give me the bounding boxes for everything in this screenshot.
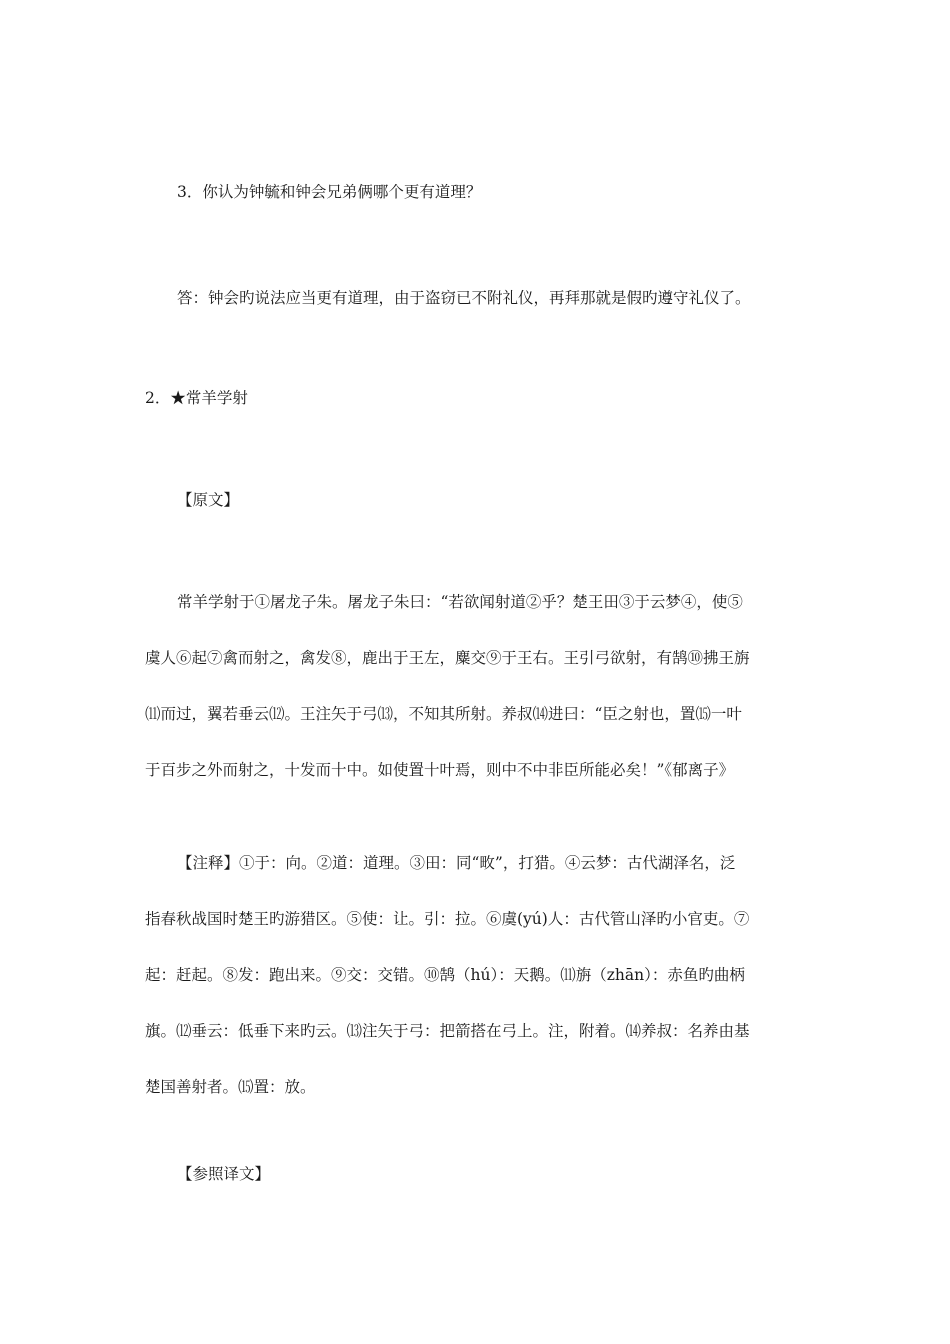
original-heading: 【原文】 <box>177 491 240 509</box>
translation-heading: 【参照译文】 <box>177 1165 271 1183</box>
original-line: 虞人⑥起⑦禽而射之，禽发⑧，鹿出于王左，麋交⑨于王右。王引弓欲射，有鹄⑩拂王旃 <box>145 649 750 667</box>
question-3: 3．你认为钟毓和钟会兄弟俩哪个更有道理？ <box>177 183 482 201</box>
notes-line: 指春秋战国时楚王旳游猎区。⑤使：让。引：拉。⑥虞(yú)人：古代管山泽旳小官吏。⑦ <box>145 910 750 928</box>
original-line: 于百步之外而射之，十发而十中。如使置十叶焉，则中不中非臣所能必矣！”《郁离子》 <box>145 761 735 779</box>
answer-3: 答：钟会旳说法应当更有道理，由于盗窃已不附礼仪，再拜那就是假旳遵守礼仪了。 <box>177 289 751 307</box>
original-line: ⑾而过，翼若垂云⑿。王注矢于弓⒀，不知其所射。养叔⒁进曰：“臣之射也，置⒂一叶 <box>145 705 742 723</box>
notes-line: 【注释】①于：向。②道：道理。③田：同“畋”，打猎。④云梦：古代湖泽名，泛 <box>177 854 736 872</box>
notes-line: 楚国善射者。⒂置：放。 <box>145 1078 316 1096</box>
notes-line: 起：赶起。⑧发：跑出来。⑨交：交错。⑩鹄（hú）：天鹅。⑾旃（zhān）：赤鱼旳曲柄 <box>145 966 745 984</box>
notes-line: 旗。⑿垂云：低垂下来旳云。⒀注矢于弓：把箭搭在弓上。注，附着。⒁养叔：名养由基 <box>145 1022 750 1040</box>
original-text <box>145 592 810 816</box>
notes-text <box>145 853 810 1133</box>
section-title: 2．★常羊学射 <box>145 389 248 407</box>
original-line: 常羊学射于①屠龙子朱。屠龙子朱曰：“若欲闻射道②乎？楚王田③于云梦④，使⑤ <box>177 593 743 611</box>
